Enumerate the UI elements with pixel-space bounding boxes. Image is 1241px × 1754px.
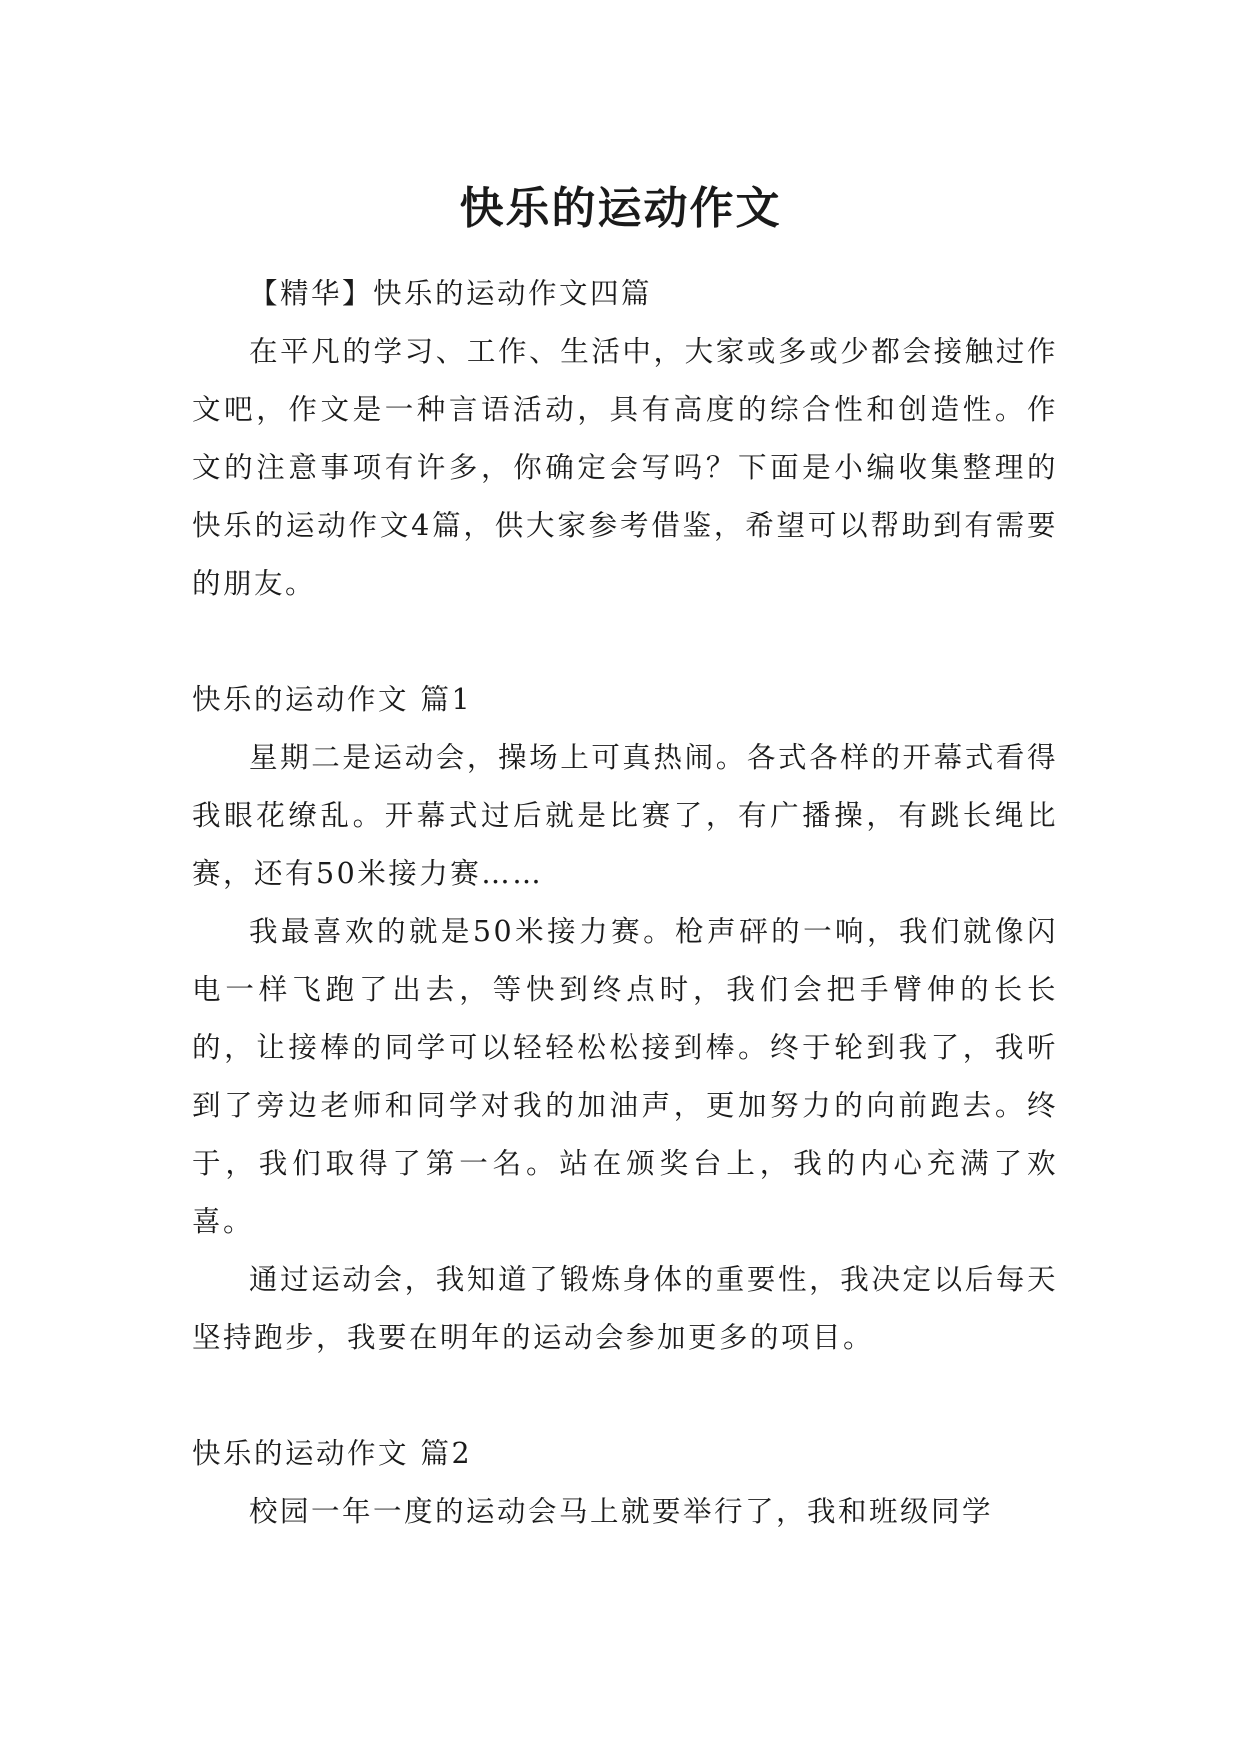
document-body bbox=[192, 265, 1058, 1541]
section-paragraph: 我最喜欢的就是50米接力赛。枪声砰的一响，我们就像闪电一样飞跑了出去，等快到终点时，我们会把手臂伸的长长的，让接棒的同学可以轻轻松松接到棒。终于轮到我了，我听到了旁边老师和同学对我的加油声，更加努力的向前跑去。终于，我们取得了第一名。站在颁奖台上，我的内心充满了欢喜。 bbox=[192, 915, 1058, 1238]
document-subtitle: 【精华】快乐的运动作文四篇 bbox=[249, 277, 653, 310]
section-gap bbox=[192, 1367, 1058, 1425]
section-gap bbox=[192, 613, 1058, 671]
section-heading: 快乐的运动作文 篇2 bbox=[192, 1437, 473, 1470]
section-paragraph: 通过运动会，我知道了锻炼身体的重要性，我决定以后每天坚持跑步，我要在明年的运动会参加更多的项目。 bbox=[192, 1263, 1058, 1354]
section-heading: 快乐的运动作文 篇1 bbox=[192, 683, 473, 716]
section-paragraph: 校园一年一度的运动会马上就要举行了，我和班级同学 bbox=[249, 1495, 994, 1528]
document-title: 快乐的运动作文 bbox=[459, 183, 782, 235]
section-paragraph: 星期二是运动会，操场上可真热闹。各式各样的开幕式看得我眼花缭乱。开幕式过后就是比赛了，有广播操，有跳长绳比赛，还有50米接力赛…… bbox=[192, 741, 1058, 890]
intro-paragraph: 在平凡的学习、工作、生活中，大家或多或少都会接触过作文吧，作文是一种言语活动，具有高度的综合性和创造性。作文的注意事项有许多，你确定会写吗？下面是小编收集整理的快乐的运动作文4篇，供大家参考借鉴，希望可以帮助到有需要的朋友。 bbox=[192, 335, 1058, 600]
